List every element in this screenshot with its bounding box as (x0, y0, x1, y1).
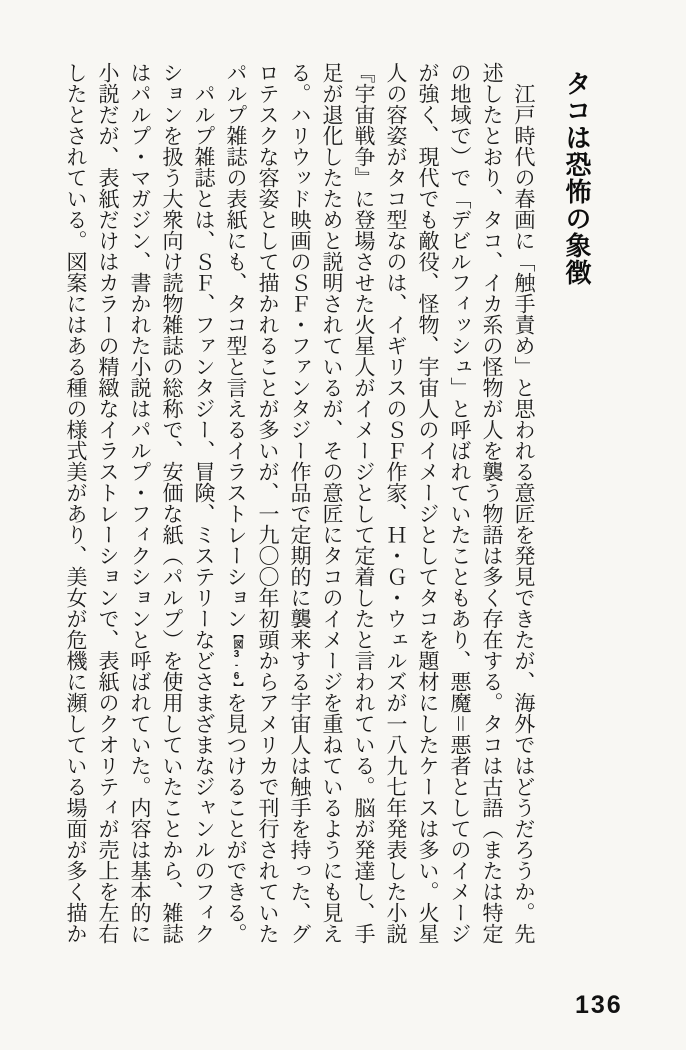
figure-reference: 【図3-6】 (231, 629, 242, 692)
paragraph-1-text: 江戸時代の春画に「触手責め」と思われる意匠を発見できたが、海外ではどうだろうか。先述したとおり、タコ、イカ系の怪物が人を襲う物語は多く存在する。タコは古語（または特定の地域で）で「デビルフィッシュ」と呼ばれていたこともあり、悪魔＝悪者としてのイメージが強く、現代でも敵役、怪物、宇宙人のイメージとしてタコを題材にしたケースは多い。火星人の容姿がタコ型なのは、イギリスのＳＦ作家、Ｈ・Ｇ・ウェルズが一八九七年発表した小説『宇宙戦争』に登場させた火星人がイメージとして定着したと言われている。脳が発達し、手足が退化したためと説明されているが、その意匠にタコのイメージを重ねているようにも見える。ハリウッド映画のＳＦ・ファンタジー作品で定期的に襲来する宇宙人は触手を持った、グロテスクな容姿として描かれることが多いが、一九〇〇年初頭からアメリカで刊行されていたパルプ雑誌の表紙にも、タコ型と言えるイラストレーション (224, 62, 536, 944)
page-number: 136 (575, 991, 623, 1019)
paragraph-1 (220, 62, 540, 944)
paragraph-1-continuation: を見つけることができる。 (224, 692, 248, 944)
article-body (60, 62, 540, 944)
paragraph-2: パルプ雑誌とは、ＳＦ、ファンタジー、冒険、ミステリーなどさまざまなジャンルのフィクションを扱う大衆向け読物雑誌の総称で、安価な紙（パルプ）を使用していたことから、雑誌はパルプ・マガジン、書かれた小説はパルプ・フィクションと呼ばれていた。内容は基本的に小説だが、表紙だけはカラーの精緻なイラストレーションで、表紙のクオリティが売上を左右したとされている。図案にはある種の様式美があり、美女が危機に瀕している場面が多く描か (64, 62, 216, 944)
chapter-title: タコは恐怖の象徴 (562, 70, 592, 286)
